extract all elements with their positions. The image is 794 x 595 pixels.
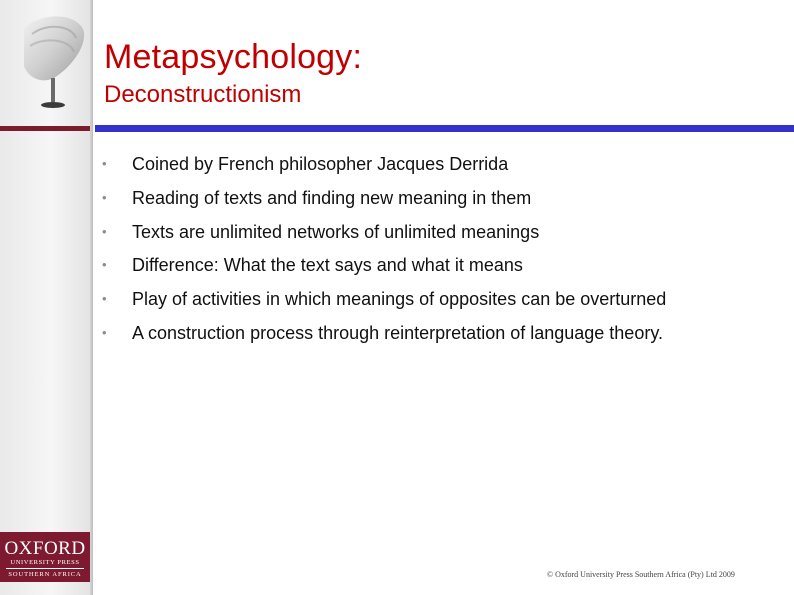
bullet-text: Difference: What the text says and what it means — [132, 255, 523, 276]
bullet-icon: • — [102, 257, 107, 273]
accent-rule-left — [0, 126, 90, 131]
logo-divider — [6, 568, 84, 569]
logo-region-text: SOUTHERN AFRICA — [8, 571, 82, 578]
accent-rule — [95, 125, 794, 132]
chair-image — [14, 8, 90, 116]
bullet-text: Texts are unlimited networks of unlimited meanings — [132, 221, 540, 242]
bullet-text: A construction process through reinterpretation of language theory. — [132, 322, 663, 343]
copyright-notice: © Oxford University Press Southern Africa (Pty) Ltd 2009 — [547, 570, 735, 579]
bullet-icon: • — [102, 189, 107, 205]
logo-main-text: OXFORD — [4, 538, 86, 559]
oxford-logo — [0, 532, 90, 582]
bullet-text: Reading of texts and finding new meaning in them — [132, 187, 532, 208]
slide-title: Metapsychology: — [104, 38, 363, 76]
bullet-icon: • — [102, 156, 107, 171]
bullet-icon: • — [102, 291, 107, 307]
bullet-icon: • — [102, 324, 107, 340]
slide-subtitle: Deconstructionism — [104, 81, 302, 108]
bullet-text: Coined by French philosopher Jacques Derrida — [132, 154, 509, 174]
bullet-icon: • — [102, 223, 107, 239]
logo-sub-text: UNIVERSITY PRESS — [10, 559, 80, 566]
left-sidebar — [0, 0, 93, 595]
bullet-text: Play of activities in which meanings of opposites can be overturned — [132, 289, 667, 310]
sidebar-edge — [90, 0, 93, 595]
